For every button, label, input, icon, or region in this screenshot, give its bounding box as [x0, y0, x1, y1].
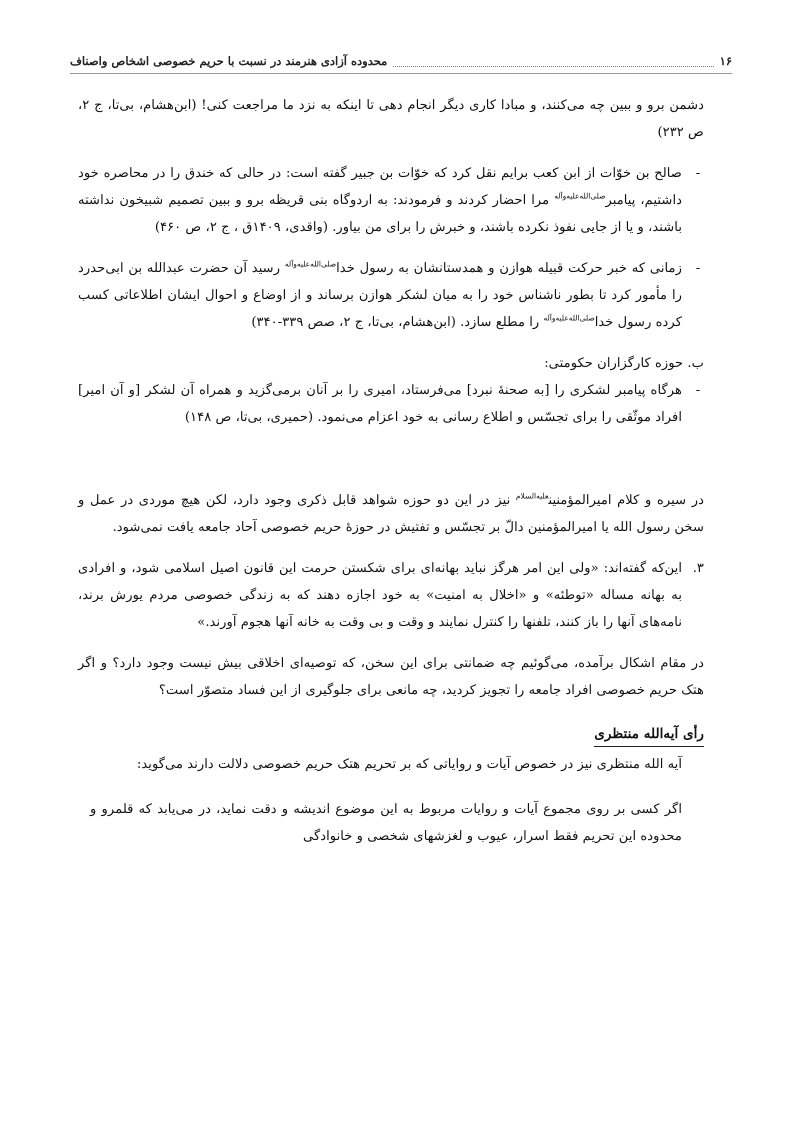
list-item-text: زمانی که خبر حرکت قبیله هوازن و همدستانشان به رسول خدا [336, 261, 682, 276]
paragraph-text: نیز در این دو حوزه شواهد قابل ذکری وجود دارد، لکن هیچ موردی در عمل و سخن رسول الله یا امیرالمؤمنین دالّ بر تجسّس و تفتیش در حوزهٔ حریم خصوصی آحاد جامعه یافت نمی‌شود. [78, 493, 704, 535]
page-number: ۱۶ [719, 54, 732, 68]
bullet-list [78, 377, 704, 431]
bullet-dash: - [695, 261, 701, 276]
header-dot-leader [393, 56, 713, 67]
bullet-dash: - [695, 166, 701, 181]
header-divider [70, 73, 732, 74]
item-number: ۳. [692, 561, 704, 576]
list-item-text: صالح بن خوّات از ابن کعب برایم نقل کرد که خوّات بن جبیر گفته است: در حالی که خندق را در محاصره خود داشتیم، پیامبر [78, 166, 682, 208]
list-item-text: هرگاه پیامبر لشکری را [به صحنهٔ نبرد] می‌فرستاد، امیری را بر آنان برمی‌گزید و همراه آن لشکر [و آن امیر] افراد موثّقی را برای تجسّس و اطلاع رسانی به خود اعزام می‌نمود. (حمیری، بی‌تا، ص ۱۴۸) [78, 383, 682, 425]
section-heading: رأی آیه‌الله منتظری [594, 722, 704, 747]
honorific-superscript: صلی‌الله‌علیه‌وآله [554, 191, 606, 201]
block-quote: اگر کسی بر روی مجموع آیات و روایات مربوط به این موضوع اندیشه و دقت نماید، در می‌یابد که قلمرو و محدوده این تحریم فقط اسرار، عیوب و لغزشهای شخصی و خانوادگی [90, 802, 682, 844]
header-title: محدوده آزادی هنرمند در نسبت با حریم خصوصی اشخاص واصناف [70, 54, 388, 68]
list-item [78, 160, 704, 241]
numbered-item-text: این‌که گفته‌اند: «ولی این امر هرگز نباید بهانه‌ای برای شکستن حرمت این قانون اصیل اسلامی شود، و افرادی به بهانه مساله «توطئه» و «اخلال به امنیت» به خود اجازه دهند که به زندگی خصوصی مردم یورش برند، نامه‌های آنها را باز کنند، تلفنها را کنترل نمایند و وقت و بی وقت به خانه آنها هجوم آورند.» [78, 561, 682, 630]
list-item [78, 377, 704, 431]
paragraph-text: در سیره و کلام امیرالمؤمنین [548, 493, 705, 508]
paragraph: در مقام اشکال برآمده، می‌گوئیم چه ضمانتی برای این سخن، که توصیه‌ای اخلاقی بیش نیست وجود دارد؟ و اگر هتک حریم خصوصی افراد جامعه را تجویز کردید، چه مانعی برای جلوگیری از این فساد متصوّر است؟ [78, 656, 704, 698]
bullet-dash: - [695, 383, 701, 398]
subheading: ب. حوزه کارگزاران حکومتی: [544, 356, 704, 371]
paragraph-continued: دشمن برو و ببین چه می‌کنند، و مبادا کاری دیگر انجام دهی تا اینکه به نزد ما مراجعت کنی! (ابن‌هشام، بی‌تا، ج ۲، ص ۲۳۲) [78, 98, 704, 140]
list-item-text: رسید آن حضرت عبدالله بن ابی‌حدرد را مأمور کرد تا بطور ناشناس خود را به میان لشکر هوازن برساند و از اوضاع و احوال ایشان اطلاعاتی کسب کرده رسول خدا [78, 261, 682, 330]
list-item-text: مرا احضار کردند و فرمودند: به اردوگاه بنی قریظه برو و ببین تصمیم شبیخون نداشته باشند، و یا از جایی نفوذ نکرده باشند، و خبرش را برای من بیاور. (واقدی، ۱۴۰۹ق ، ج ۲، ص ۴۶۰) [78, 193, 682, 235]
bullet-list [78, 160, 704, 336]
paragraph [78, 487, 704, 541]
list-item [78, 255, 704, 336]
numbered-item [78, 555, 704, 636]
vertical-gap [78, 445, 704, 487]
body-text [78, 92, 704, 850]
honorific-superscript: صلی‌الله‌علیه‌وآله [543, 313, 595, 323]
paragraph: آیه الله منتظری نیز در خصوص آیات و روایاتی که بر تحریم هتک حریم خصوصی دلالت دارند می‌گوید: [136, 757, 682, 772]
honorific-superscript: علیه‌السلام [515, 491, 549, 501]
honorific-superscript: صلی‌الله‌علیه‌وآله [284, 259, 337, 269]
list-item-text: را مطلع سازد. (ابن‌هشام، بی‌تا، ج ۲، صص ۳۳۹-۳۴۰) [251, 315, 544, 330]
running-header [70, 50, 732, 72]
